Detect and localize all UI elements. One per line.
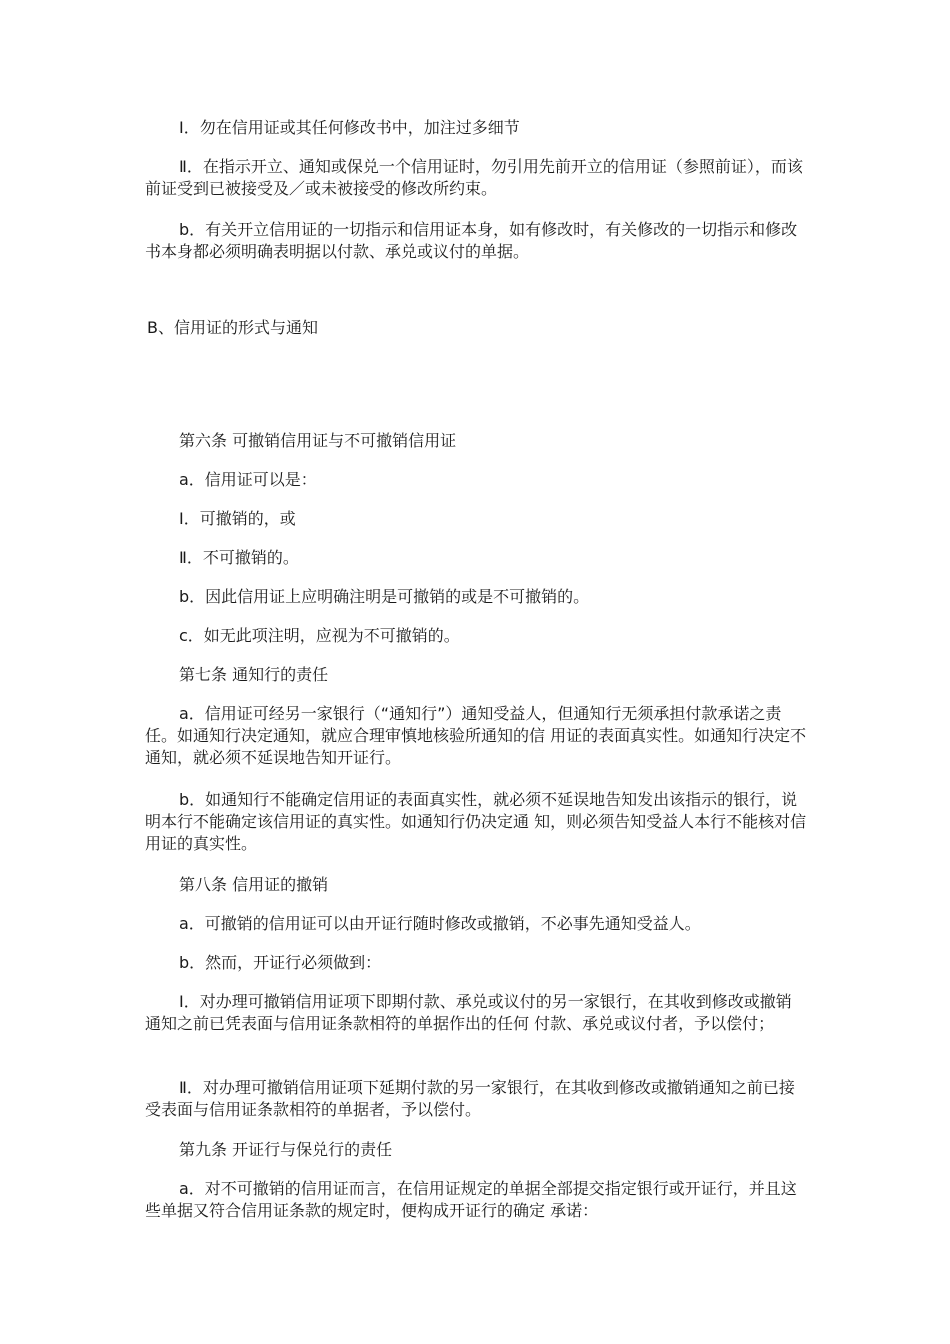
article-6-item-c: c．如无此项注明，应视为不可撤销的。 — [179, 626, 460, 645]
item-1-no-excess-detail: Ⅰ．勿在信用证或其任何修改书中，加注过多细节 — [179, 118, 520, 137]
article-6-heading: 第六条 可撤销信用证与不可撤销信用证 — [179, 431, 457, 450]
article-9-heading: 第九条 开证行与保兑行的责任 — [179, 1140, 393, 1159]
section-b-heading: B、信用证的形式与通知 — [147, 318, 318, 337]
article-7-item-a: a．信用证可经另一家银行（“通知行”）通知受益人，但通知行无须承担付款承诺之责任。如通知行决定通知，就应合理审慎地核验所通知的信 用证的表面真实性。如通知行决定不通知，就必须不延误地告知开证行。 — [145, 704, 807, 767]
article-6-item-b: b．因此信用证上应明确注明是可撤销的或是不可撤销的。 — [179, 587, 590, 606]
article-8-item-a: a．可撤销的信用证可以由开证行随时修改或撤销，不必事先通知受益人。 — [179, 914, 701, 933]
article-6-item-a-2: Ⅱ．不可撤销的。 — [179, 548, 299, 567]
article-6-item-a: a．信用证可以是： — [179, 470, 317, 489]
article-8-item-b-2: Ⅱ．对办理可撤销信用证项下延期付款的另一家银行，在其收到修改或撤销通知之前已接受表面与信用证条款相符的单据者，予以偿付。 — [145, 1078, 795, 1119]
article-7-heading: 第七条 通知行的责任 — [179, 665, 329, 684]
article-7-item-b: b．如通知行不能确定信用证的表面真实性，就必须不延误地告知发出该指示的银行，说明本行不能确定该信用证的真实性。如通知行仍决定通 知，则必须告知受益人本行不能核对信用证的真实性。 — [145, 790, 807, 853]
article-8-item-b-1: Ⅰ．对办理可撤销信用证项下即期付款、承兑或议付的另一家银行，在其收到修改或撤销通知之前已凭表面与信用证条款相符的单据作出的任何 付款、承兑或议付者，予以偿付； — [145, 992, 792, 1033]
article-8-item-b: b．然而，开证行必须做到： — [179, 953, 382, 972]
article-8-heading: 第八条 信用证的撤销 — [179, 875, 329, 894]
item-2-no-reference-prior-credit: Ⅱ．在指示开立、通知或保兑一个信用证时，勿引用先前开立的信用证（参照前证），而该前证受到已被接受及／或未被接受的修改所约束。 — [145, 157, 803, 198]
item-b-instructions-documents: b．有关开立信用证的一切指示和信用证本身，如有修改时，有关修改的一切指示和修改书本身都必须明确表明据以付款、承兑或议付的单据。 — [145, 220, 798, 261]
article-6-item-a-1: Ⅰ．可撤销的，或 — [179, 509, 296, 528]
article-9-item-a: a．对不可撤销的信用证而言，在信用证规定的单据全部提交指定银行或开证行，并且这些单据又符合信用证条款的规定时，便构成开证行的确定 承诺： — [145, 1179, 797, 1220]
